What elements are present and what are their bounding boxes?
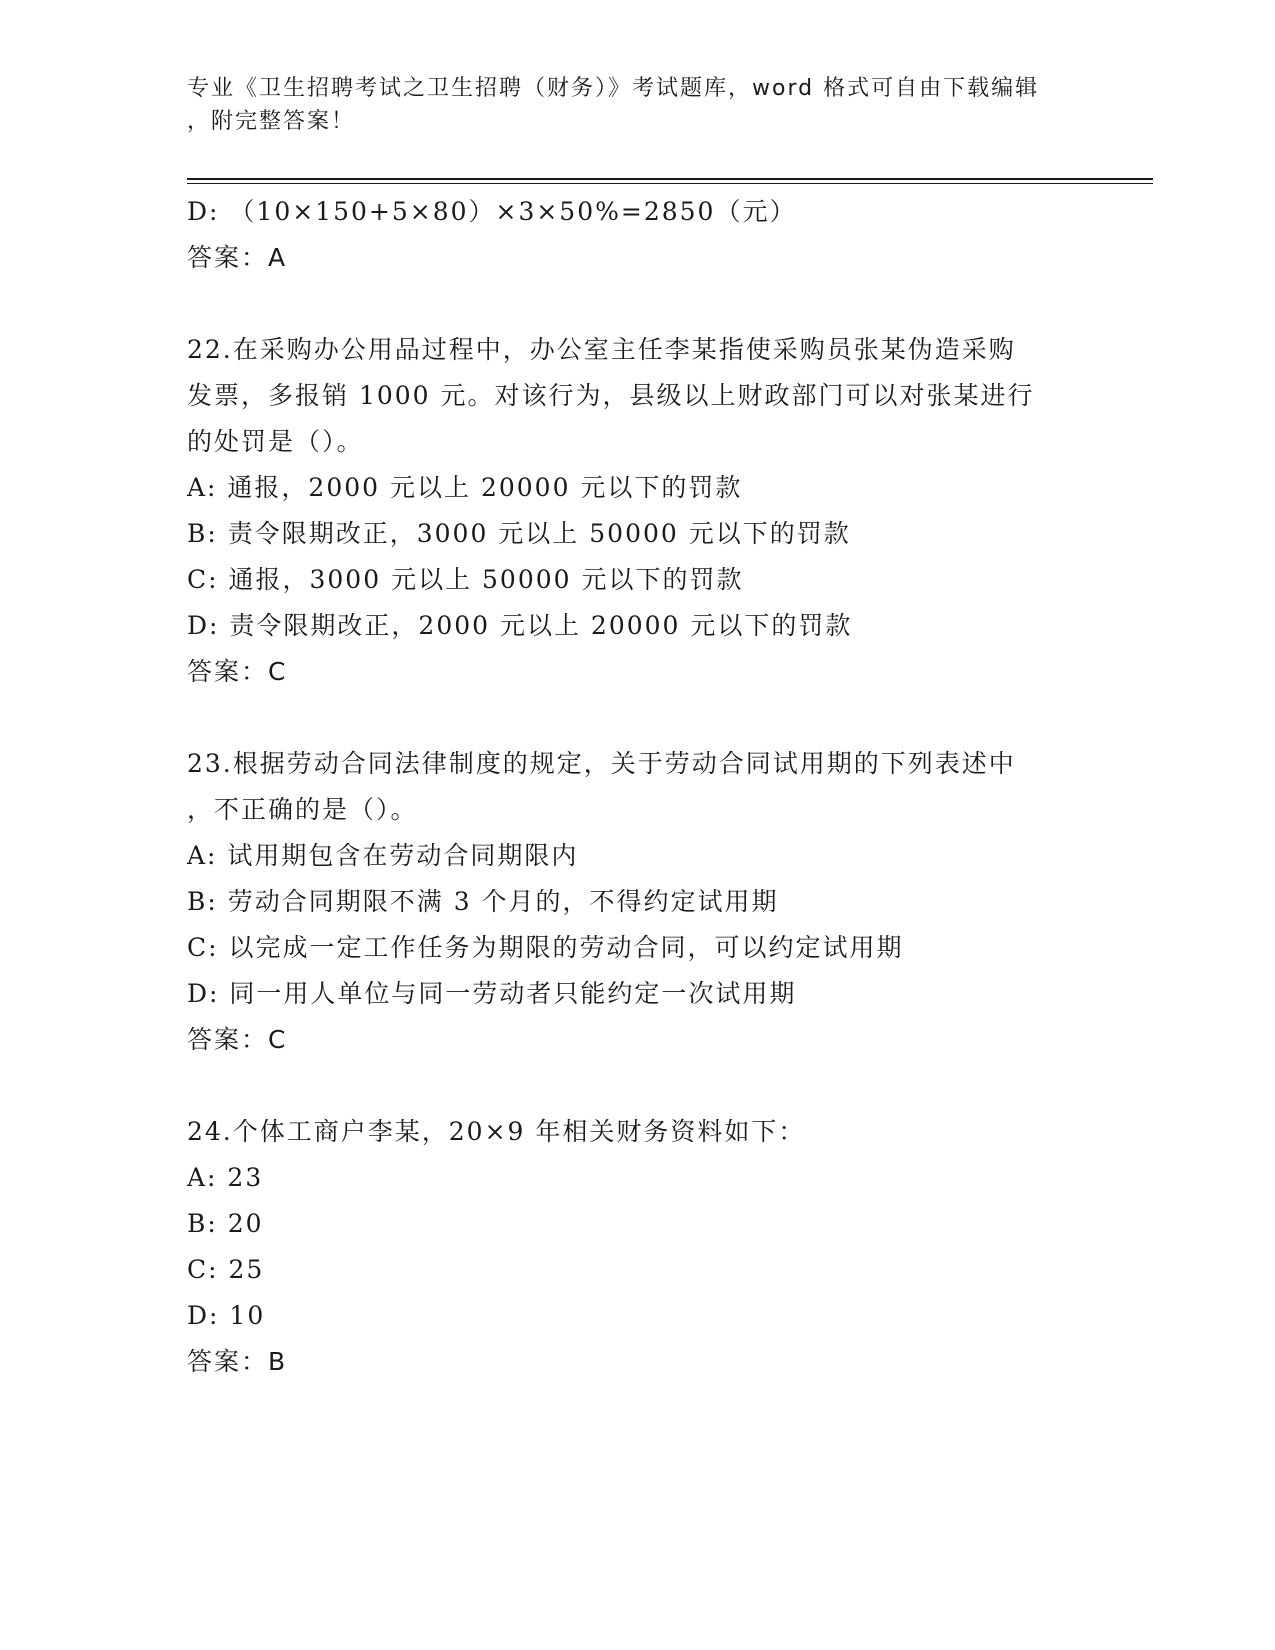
question-23 [187,741,1087,1063]
spacer [187,1063,1087,1109]
option-c: C: 以完成一定工作任务为期限的劳动合同，可以约定试用期 [187,933,904,962]
previous-question-tail [187,189,1087,281]
option-a: A: 通报，2000 元以上 20000 元以下的罚款 [187,473,743,502]
option-c: C: 通报，3000 元以上 50000 元以下的罚款 [187,565,744,594]
header-line-1: 专业《卫生招聘考试之卫生招聘（财务）》考试题库，word 格式可自由下载编辑 [187,76,1040,101]
option-b: B: 劳动合同期限不满 3 个月的，不得约定试用期 [187,887,779,916]
question-stem: 24.个体工商户李某，20×9 年相关财务资料如下： [187,1117,806,1146]
option-c: C: 25 [187,1255,265,1284]
option-d: D: （10×150+5×80）×3×50%=2850（元） [187,197,797,226]
question-stem: 的处罚是（）。 [187,427,364,456]
answer-line: 答案：C [187,657,288,686]
header-divider-thin [187,183,1153,184]
option-b: B: 20 [187,1209,264,1238]
question-stem: 23.根据劳动合同法律制度的规定，关于劳动合同试用期的下列表述中 [187,749,1016,778]
option-d: D: 10 [187,1301,266,1330]
header-line-2: ，附完整答案！ [187,109,356,134]
question-list [187,189,1087,1385]
answer-line: 答案：C [187,1025,288,1054]
answer-line: 答案：B [187,1347,288,1376]
spacer [187,695,1087,741]
document-header [187,72,1067,138]
option-a: A: 23 [187,1163,264,1192]
question-stem: 发票，多报销 1000 元。对该行为，县级以上财政部门可以对张某进行 [187,381,1035,410]
answer-line: 答案：A [187,243,288,272]
option-d: D: 责令限期改正，2000 元以上 20000 元以下的罚款 [187,611,853,640]
option-d: D: 同一用人单位与同一劳动者只能约定一次试用期 [187,979,797,1008]
option-b: B: 责令限期改正，3000 元以上 50000 元以下的罚款 [187,519,851,548]
header-divider-thick [187,178,1153,180]
option-a: A: 试用期包含在劳动合同期限内 [187,841,579,870]
question-stem: 22.在采购办公用品过程中，办公室主任李某指使采购员张某伪造采购 [187,335,1016,364]
question-stem: ，不正确的是（）。 [187,795,418,824]
spacer [187,281,1087,327]
question-24 [187,1109,1087,1385]
question-22 [187,327,1087,695]
